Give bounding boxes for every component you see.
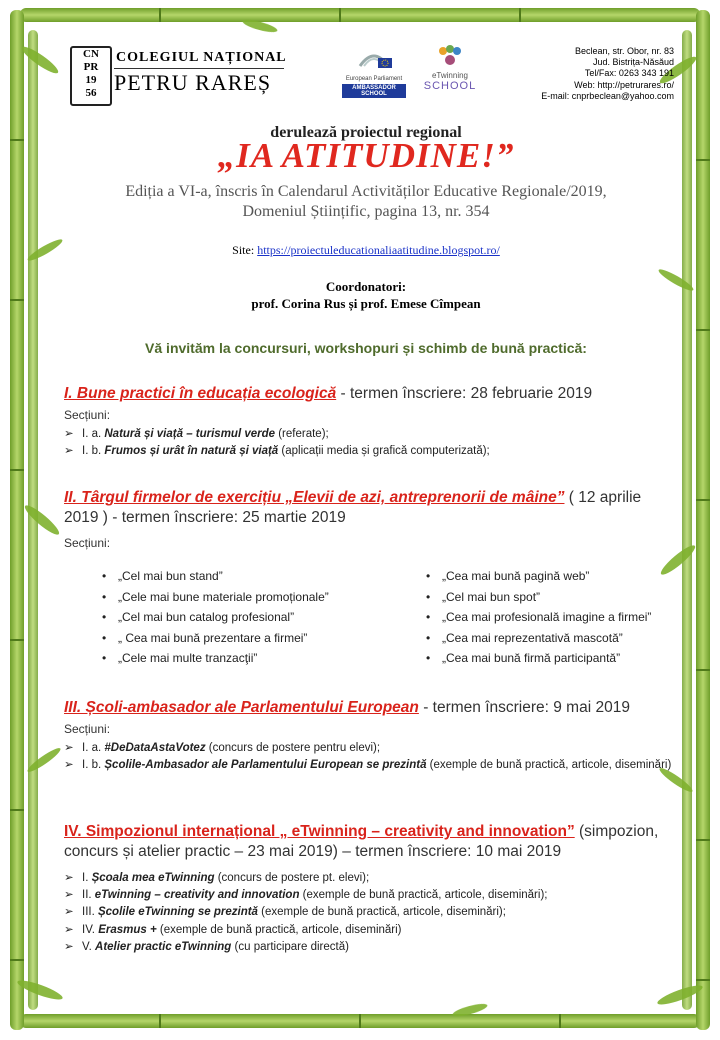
bullet-icon: • <box>102 589 107 604</box>
arrow-bullet-icon: ➢ <box>64 428 74 440</box>
list-item: ➢ I. b. Frumos și urât în natură și viață (aplicații media și grafică computerizată); <box>64 443 676 460</box>
list-item: • „ Cea mai bună prezentare a firmei” <box>102 628 402 649</box>
section-3-deadline: - termen înscriere: 9 mai 2019 <box>418 699 630 716</box>
arrow-bullet-icon: ➢ <box>64 445 74 458</box>
school-name-line2: PETRU RAREȘ <box>114 70 272 95</box>
contact-county: Jud. Bistrița-Năsăud <box>592 57 674 68</box>
list-item: • „Cel mai bun stand” <box>102 566 402 587</box>
etwinning-label: eTwinning <box>431 71 469 80</box>
bullet-icon: • <box>102 569 107 583</box>
site-link[interactable]: https://proiectuleducationaliaatitudine.blogspot.ro/ <box>257 243 500 257</box>
section-4-heading <box>64 822 676 862</box>
section-2-list-right <box>426 566 680 669</box>
section-3-title: III. Școli-ambasador ale Parlamentului European <box>64 699 419 716</box>
bullet-icon: • <box>426 569 431 583</box>
section-2-heading <box>64 488 676 528</box>
list-item: ➢ III. Școlile eTwinning se prezintă (exemple de bună practică, articole, diseminări); <box>64 904 676 921</box>
list-item: • „Cel mai bun spot” <box>426 587 680 608</box>
list-item: • „Cel mai bun catalog profesional” <box>102 607 402 628</box>
list-item: • „Cele mai multe tranzacţii” <box>102 648 402 669</box>
section-1-heading <box>64 384 676 404</box>
list-item: • „Cea mai bună firmă participantă” <box>426 648 680 669</box>
coord-names: prof. Corina Rus și prof. Emese Cîmpean <box>251 296 481 311</box>
list-item: • „Cele mai bune materiale promoționale” <box>102 587 402 608</box>
section-1-title: I. Bune practici în educația ecologică <box>64 385 337 402</box>
list-item: • „Cea mai bună pagină web” <box>426 566 680 587</box>
coordinators <box>52 278 680 312</box>
contact-phone: Tel/Fax: 0263 343 191 <box>584 68 674 79</box>
list-item: ➢ II. eTwinning – creativity and innovation (exemple de bună practică, articole, diseminări); <box>64 887 676 904</box>
section-3-heading <box>64 698 676 718</box>
contact-block <box>514 46 674 102</box>
section-3-list <box>64 740 676 774</box>
cnpr-logo: CN PR 19 56 <box>70 46 112 106</box>
list-item: ➢ IV. Erasmus + (exemple de bună practică, articole, diseminări) <box>64 922 676 939</box>
invitation-heading: Vă invităm la concursuri, workshopuri și schimb de bună practică: <box>145 340 587 356</box>
section-1-deadline: - termen înscriere: 28 februarie 2019 <box>336 385 593 402</box>
section-2-sections-label: Secțiuni: <box>64 536 111 550</box>
contact-address: Beclean, str. Obor, nr. 83 <box>574 46 674 56</box>
etwinning-sub: SCHOOL <box>423 80 477 92</box>
ep-badge: AMBASSADOR SCHOOL <box>342 84 406 98</box>
bullet-icon: • <box>426 630 431 645</box>
section-4-list <box>64 870 676 956</box>
section-4-title: IV. Simpozionul internațional „ eTwinning – creativity and innovation” <box>64 823 575 840</box>
arrow-bullet-icon: ➢ <box>64 742 74 754</box>
bullet-icon: • <box>102 610 107 624</box>
bullet-icon: • <box>102 651 107 665</box>
arrow-bullet-icon: ➢ <box>64 872 74 884</box>
list-item: ➢ I. b. Școlile-Ambasador ale Parlamentului European se prezintă (exemple de bună practică, articole, diseminări) <box>64 757 676 774</box>
project-title: „IA ATITUDINE!” <box>217 136 515 175</box>
edition-info <box>52 182 680 222</box>
school-name-divider <box>114 68 284 69</box>
site-label: Site: <box>232 243 255 257</box>
bullet-icon: • <box>102 630 107 645</box>
contact-web: Web: http://petrurares.ro/ <box>574 79 674 90</box>
section-2-list-left <box>102 566 402 669</box>
list-item: ➢ I. a. Natură și viață – turismul verde (referate); <box>64 426 676 443</box>
site-line <box>52 243 680 258</box>
coord-label: Coordonatori: <box>325 279 407 294</box>
list-item: ➢ I. Școala mea eTwinning (concurs de postere pt. elevi); <box>64 870 676 887</box>
contact-email: E-mail: cnprbeclean@yahoo.com <box>541 90 674 101</box>
flyer-page <box>52 40 680 1000</box>
list-item: ➢ I. a. #DeDataAstaVotez (concurs de postere pentru elevi); <box>64 740 676 757</box>
section-2-rest: ( 12 aprilie 2019 ) - termen înscriere: 25 martie 2019 <box>64 489 642 526</box>
edition-line2: Domeniul Științific, pagina 13, nr. 354 <box>242 203 490 220</box>
arrow-bullet-icon: ➢ <box>64 940 74 953</box>
deruleaza-line: derulează proiectul regional <box>270 124 462 141</box>
bullet-icon: • <box>426 589 431 604</box>
ep-label: European Parliament <box>345 76 403 82</box>
section-4-rest: (simpozion, concurs și atelier practic – 23 mai 2019) – termen înscriere: 10 mai 2019 <box>64 823 659 860</box>
arrow-bullet-icon: ➢ <box>64 906 74 919</box>
section-2-title: II. Târgul firmelor de exercițiu „Elevii de azi, antreprenorii de mâine” <box>64 489 565 506</box>
european-parliament-logo <box>342 44 406 100</box>
edition-line1: Ediția a VI-a, înscris în Calendarul Activităților Educative Regionale/2019, <box>125 183 607 200</box>
school-name-line1: COLEGIUL NAȚIONAL <box>116 50 287 65</box>
list-item: • „Cea mai reprezentativă mascotă” <box>426 628 680 649</box>
arrow-bullet-icon: ➢ <box>64 889 74 902</box>
list-item: • „Cea mai profesională imagine a firmei” <box>426 607 680 628</box>
etwinning-people-icon <box>435 44 465 66</box>
etwinning-school-logo <box>420 44 480 100</box>
arrow-bullet-icon: ➢ <box>64 923 74 936</box>
ep-emblem-icon <box>354 44 394 74</box>
section-1-list <box>64 426 676 460</box>
section-1-sections-label: Secțiuni: <box>64 408 111 422</box>
section-3-sections-label: Secțiuni: <box>64 722 111 736</box>
bullet-icon: • <box>426 610 431 624</box>
arrow-bullet-icon: ➢ <box>64 759 74 772</box>
bullet-icon: • <box>426 651 431 665</box>
list-item: ➢ V. Atelier practic eTwinning (cu participare directă) <box>64 939 676 956</box>
